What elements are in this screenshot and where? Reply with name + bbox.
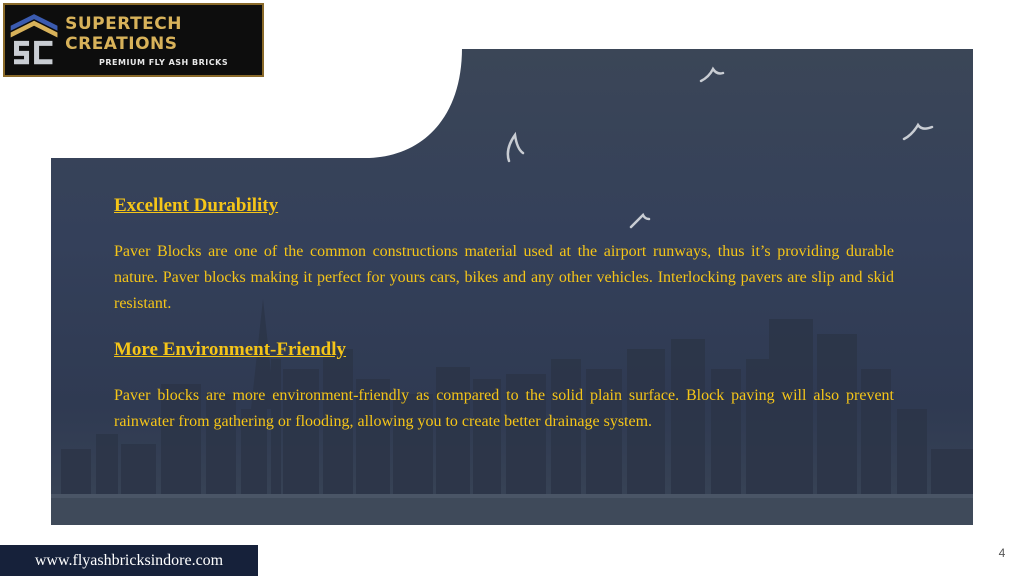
website-link[interactable]: www.flyashbricksindore.com	[0, 545, 258, 576]
brand-logo	[3, 3, 264, 77]
page-number: 4	[998, 546, 1006, 560]
brand-tagline: PREMIUM FLY ASH BRICKS	[99, 57, 229, 67]
brand-name: SUPERTECH CREATIONS	[65, 13, 182, 54]
section-body-durability: Paver Blocks are one of the common constructions material used at the airport runways, thus it’s providing durable nature. Paver blocks making it perfect for yours cars, bikes and any other vehicles. Interlocking pavers are slip and skid resistant.	[114, 243, 894, 312]
sc-monogram-logo-icon	[9, 7, 59, 73]
section-body-environment: Paver blocks are more environment-friendly as compared to the solid plain surface. Block paving will also prevent rainwater from gathering or flooding, allowing you to create better drainage system.	[114, 387, 894, 430]
slide-content	[114, 193, 894, 435]
section-heading-environment: More Environment-Friendly	[114, 339, 347, 360]
section-heading-durability: Excellent Durability	[114, 195, 279, 216]
